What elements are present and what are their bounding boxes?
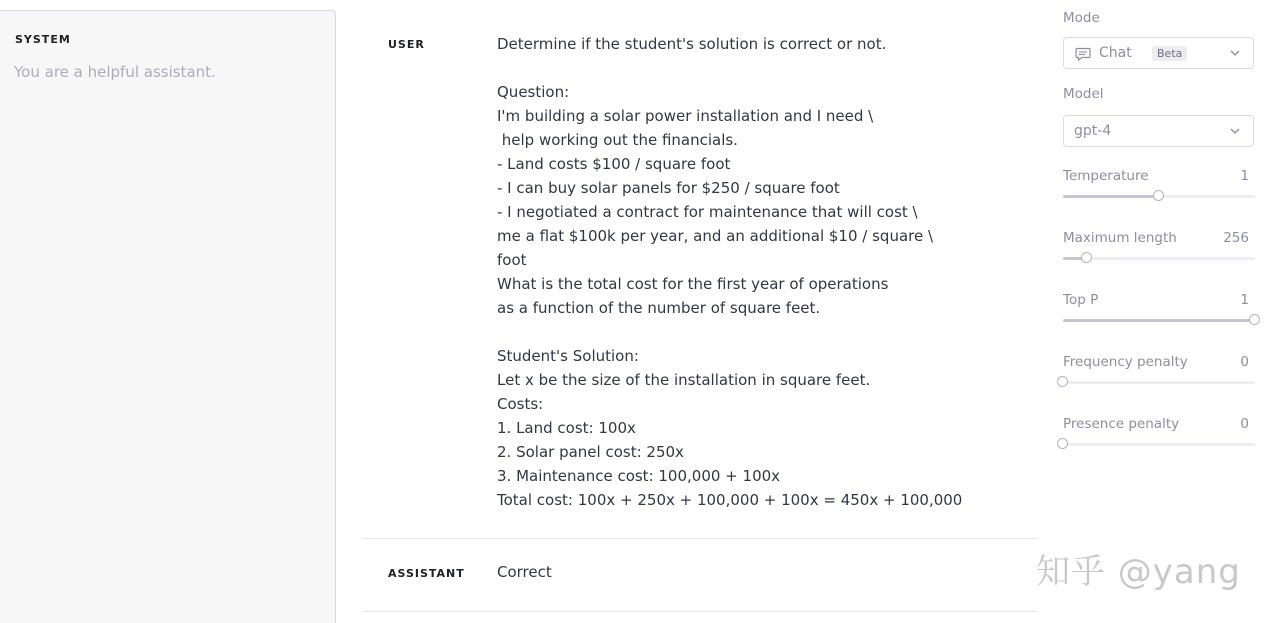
model-label: Model: [1063, 86, 1104, 102]
presence-penalty-setting: [1063, 416, 1255, 466]
temperature-label: Temperature: [1063, 168, 1149, 184]
presence-penalty-value[interactable]: 0: [1240, 416, 1249, 432]
maximum-length-setting: [1063, 230, 1255, 280]
assistant-message: [362, 539, 1038, 611]
user-message-content[interactable]: Determine if the student's solution is correct or not. Question: I'm building a solar power installation and I need \ help working out the financials. - Land costs $100 / square foot - I can buy solar panels for $250 / square foot - I negotiated a contract for maintenance that will cost \ me a flat $100k per year, and an additional $10 / square \ foot What is the total cost for the first year of operations as a function of the number of square feet. Student's Solution: Let x be the size of the installation in square feet. Costs: 1. Land cost: 100x 2. Solar panel cost: 250x 3. Maintenance cost: 100,000 + 100x Total cost: 100x + 250x + 100,000 + 100x = 450x + 100,000: [497, 35, 963, 509]
frequency-penalty-slider[interactable]: [1063, 381, 1255, 384]
top-p-setting: [1063, 292, 1255, 342]
model-select[interactable]: [1063, 115, 1254, 147]
temperature-value[interactable]: 1: [1240, 168, 1249, 184]
frequency-penalty-value[interactable]: 0: [1240, 354, 1249, 370]
temperature-slider-fill: [1063, 195, 1159, 198]
temperature-slider[interactable]: [1063, 195, 1255, 198]
mode-select[interactable]: [1063, 37, 1254, 69]
maximum-length-label: Maximum length: [1063, 230, 1177, 246]
system-panel: [0, 10, 336, 623]
system-prompt-input[interactable]: You are a helpful assistant.: [14, 63, 216, 81]
chat-icon: [1075, 47, 1091, 61]
top-p-slider-thumb[interactable]: [1249, 314, 1260, 325]
user-message: [362, 28, 1038, 538]
presence-penalty-label: Presence penalty: [1063, 416, 1180, 432]
top-p-value[interactable]: 1: [1240, 292, 1249, 308]
maximum-length-slider-thumb[interactable]: [1081, 252, 1092, 263]
assistant-message-content[interactable]: Correct: [497, 563, 552, 581]
watermark: 知乎 @yang: [1036, 552, 1241, 592]
top-p-slider-fill: [1063, 319, 1255, 322]
frequency-penalty-setting: [1063, 354, 1255, 404]
frequency-penalty-slider-thumb[interactable]: [1057, 376, 1068, 387]
temperature-setting: [1063, 168, 1255, 218]
system-label: SYSTEM: [15, 33, 71, 46]
chevron-down-icon: [1229, 47, 1241, 59]
mode-value: Chat: [1099, 45, 1132, 61]
assistant-role-label[interactable]: ASSISTANT: [388, 567, 465, 580]
presence-penalty-slider-thumb[interactable]: [1057, 438, 1068, 449]
top-p-label: Top P: [1063, 292, 1099, 308]
user-role-label[interactable]: USER: [388, 38, 425, 51]
maximum-length-slider[interactable]: [1063, 257, 1255, 260]
message-divider: [362, 611, 1038, 612]
top-p-slider[interactable]: [1063, 319, 1255, 322]
model-value: gpt-4: [1074, 123, 1112, 139]
maximum-length-value[interactable]: 256: [1223, 230, 1249, 246]
beta-badge: Beta: [1152, 46, 1187, 61]
chevron-down-icon: [1229, 125, 1241, 137]
temperature-slider-thumb[interactable]: [1153, 190, 1164, 201]
mode-label: Mode: [1063, 10, 1100, 26]
presence-penalty-slider[interactable]: [1063, 443, 1255, 446]
frequency-penalty-label: Frequency penalty: [1063, 354, 1188, 370]
